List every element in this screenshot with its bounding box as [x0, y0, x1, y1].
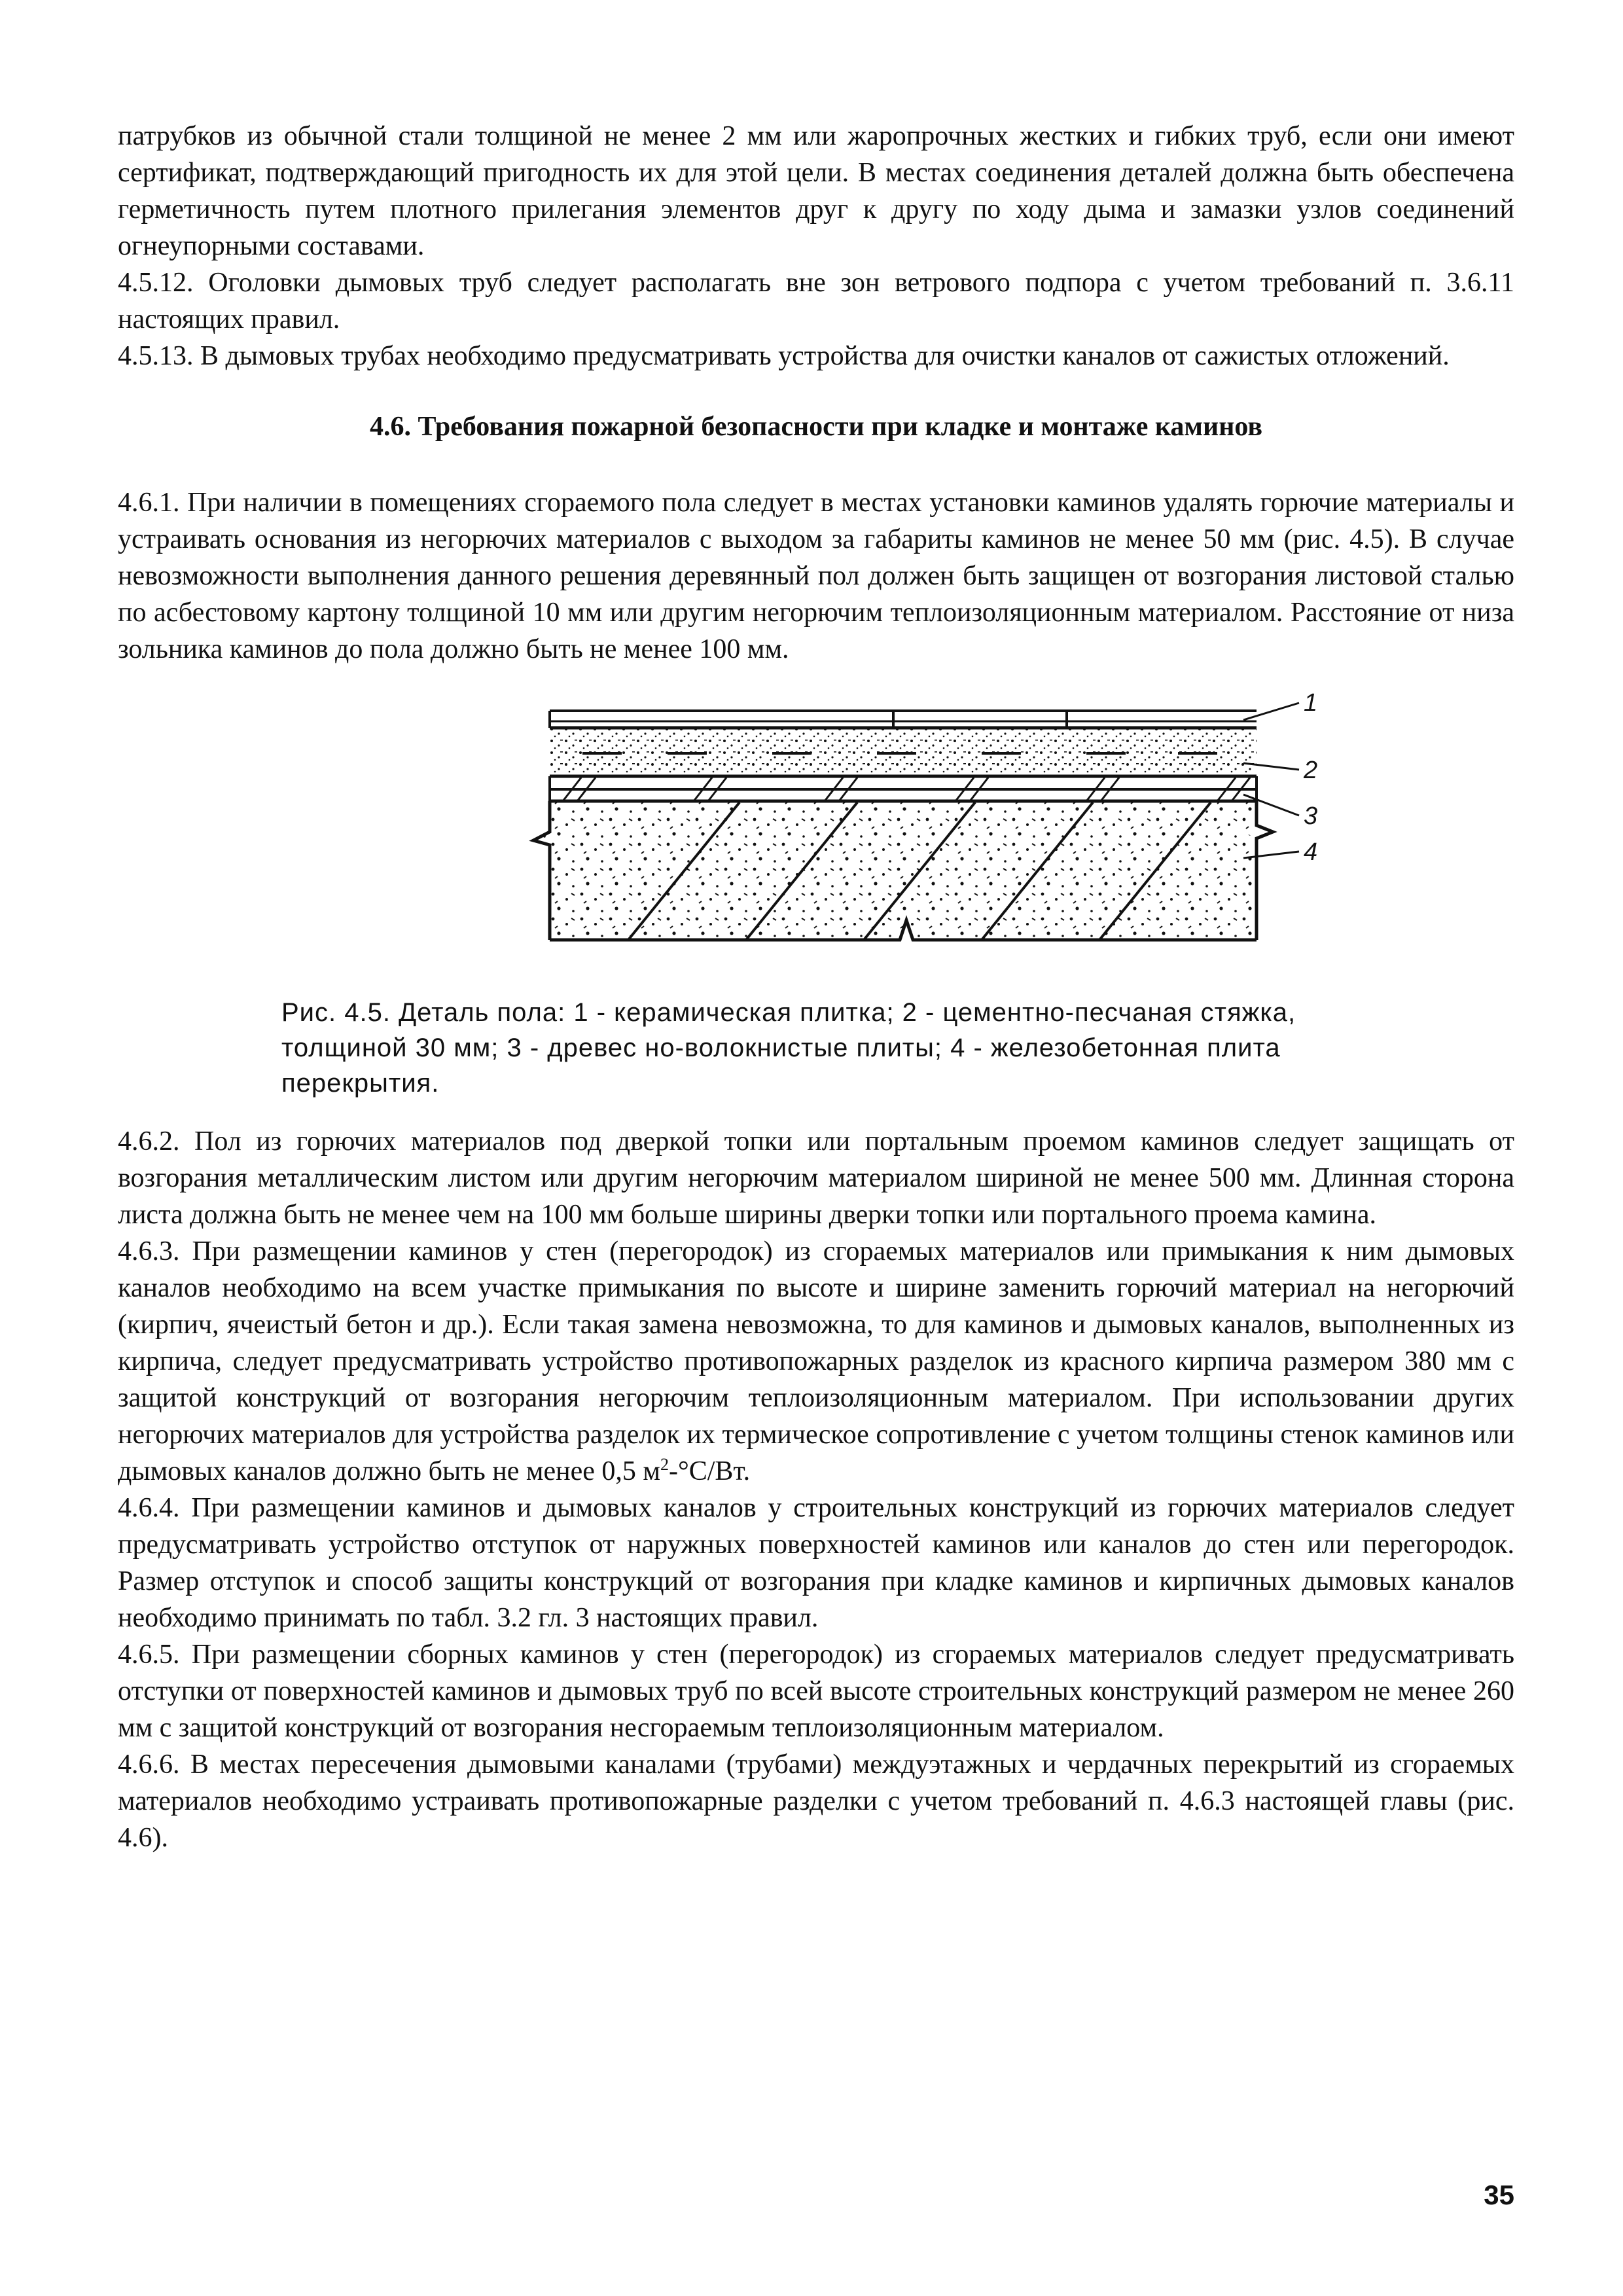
figure-label-1: 1 [1304, 691, 1318, 717]
paragraph-4-5-13: 4.5.13. В дымовых трубах необходимо предусматривать устройства для очистки каналов от сажистых отложений. [118, 341, 1450, 371]
figure-caption: Рис. 4.5. Деталь пола: 1 - керамическая плитка; 2 - цементно-песчаная стяжка, толщиной 30 мм; 3 - древес но-волокнистые плиты; 4 - железобетонная плита перекрытия. [281, 998, 1296, 1098]
figure-label-3: 3 [1304, 802, 1318, 830]
paragraph-4-6-2: 4.6.2. Пол из горючих материалов под дверкой топки или портальным проемом каминов следует защищать от возгорания металлическим листом или другим негорючим материалом шириной не менее 500 мм. Длинная сторона листа должна быть не менее чем на 100 мм больше ширины дверки топки или портального проема камина. [118, 1126, 1514, 1230]
paragraph-4-6-3 [118, 1233, 1514, 1490]
section-heading: 4.6. Требования пожарной безопасности при кладке и монтаже каминов [369, 412, 1263, 442]
figure-label-4: 4 [1304, 838, 1318, 866]
tile-layer [550, 711, 1257, 728]
figure-label-2: 2 [1304, 757, 1318, 784]
concrete-slab-layer [533, 801, 1273, 940]
paragraph-4-6-3-tail: -°С/Вт. [668, 1456, 751, 1486]
fiberboard-layer [550, 776, 1257, 801]
page-number: 35 [1484, 2179, 1514, 2210]
paragraph-4-6-3-text: 4.6.3. При размещении каминов у стен (перегородок) из сгораемых материалов или примыкания к ним дымовых каналов необходимо на всем участке примыкания по высоте и ширине заменить горючий материал на негорючий (кирпич, ячеистый бетон и др.). Если такая замена невозможна, то для каминов и дымовых каналов, выполненных из кирпича, следует предусматривать устройство противопожарных разделок из красного кирпича размером 380 мм с защитой конструкций от возгорания негорючим теплоизоляционным материалом. При использовании других негорючих материалов для устройства разделок их термическое сопротивление с учетом толщины стенок каминов или дымовых каналов должно быть не менее 0,5 м [118, 1236, 1514, 1486]
paragraph-4-6-4: 4.6.4. При размещении каминов и дымовых каналов у строительных конструкций из горючих материалов следует предусматривать устройство отступок от наружных поверхностей каминов или каналов до стен или перегородок. Размер отступок и способ защиты конструкций от возгорания при кладке каминов и кирпичных дымовых каналов необходимо принимать по табл. 3.2 гл. 3 настоящих правил. [118, 1493, 1514, 1633]
paragraph-4-6-5: 4.6.5. При размещении сборных каминов у стен (перегородок) из сгораемых материалов следует предусматривать отступки от поверхностей каминов и дымовых труб по всей высоте строительных конструкций размером не менее 260 мм с защитой конструкций от возгорания несгораемым теплоизоляционным материалом. [118, 1640, 1514, 1743]
document-page [118, 118, 1514, 2212]
paragraph-continuation: патрубков из обычной стали толщиной не менее 2 мм или жаропрочных жестких и гибких труб, если они имеют сертификат, подтверждающий пригодность их для этой цели. В местах соединения деталей должна быть обеспечена герметичность путем плотного прилегания элементов друг к другу по ходу дыма и замазки узлов соединений огнеупорными составами. [118, 121, 1514, 261]
paragraph-4-5-12: 4.5.12. Оголовки дымовых труб следует располагать вне зон ветрового подпора с учетом требований п. 3.6.11 настоящих правил. [118, 268, 1514, 334]
screed-layer [550, 728, 1257, 776]
figure-floor-detail [118, 691, 1514, 979]
paragraph-4-6-1: 4.6.1. При наличии в помещениях сгораемого пола следует в местах установки каминов удалять горючие материалы и устраивать основания из негорючих материалов с выходом за габариты каминов не менее 50 мм (рис. 4.5). В случае невозможности выполнения данного решения деревянный пол должен быть защищен от возгорания листовой сталью по асбестовому картону толщиной 10 мм или другим негорючим теплоизоляционным материалом. Расстояние от низа зольника каминов до пола должно быть не менее 100 мм. [118, 488, 1514, 664]
superscript-2: 2 [660, 1455, 669, 1474]
floor-detail-drawing [406, 691, 1361, 979]
paragraph-4-6-6: 4.6.6. В местах пересечения дымовыми каналами (трубами) междуэтажных и чердачных перекрытий из сгораемых материалов необходимо устраивать противопожарные разделки с учетом требований п. 4.6.3 настоящей главы (рис. 4.6). [118, 1749, 1514, 1853]
